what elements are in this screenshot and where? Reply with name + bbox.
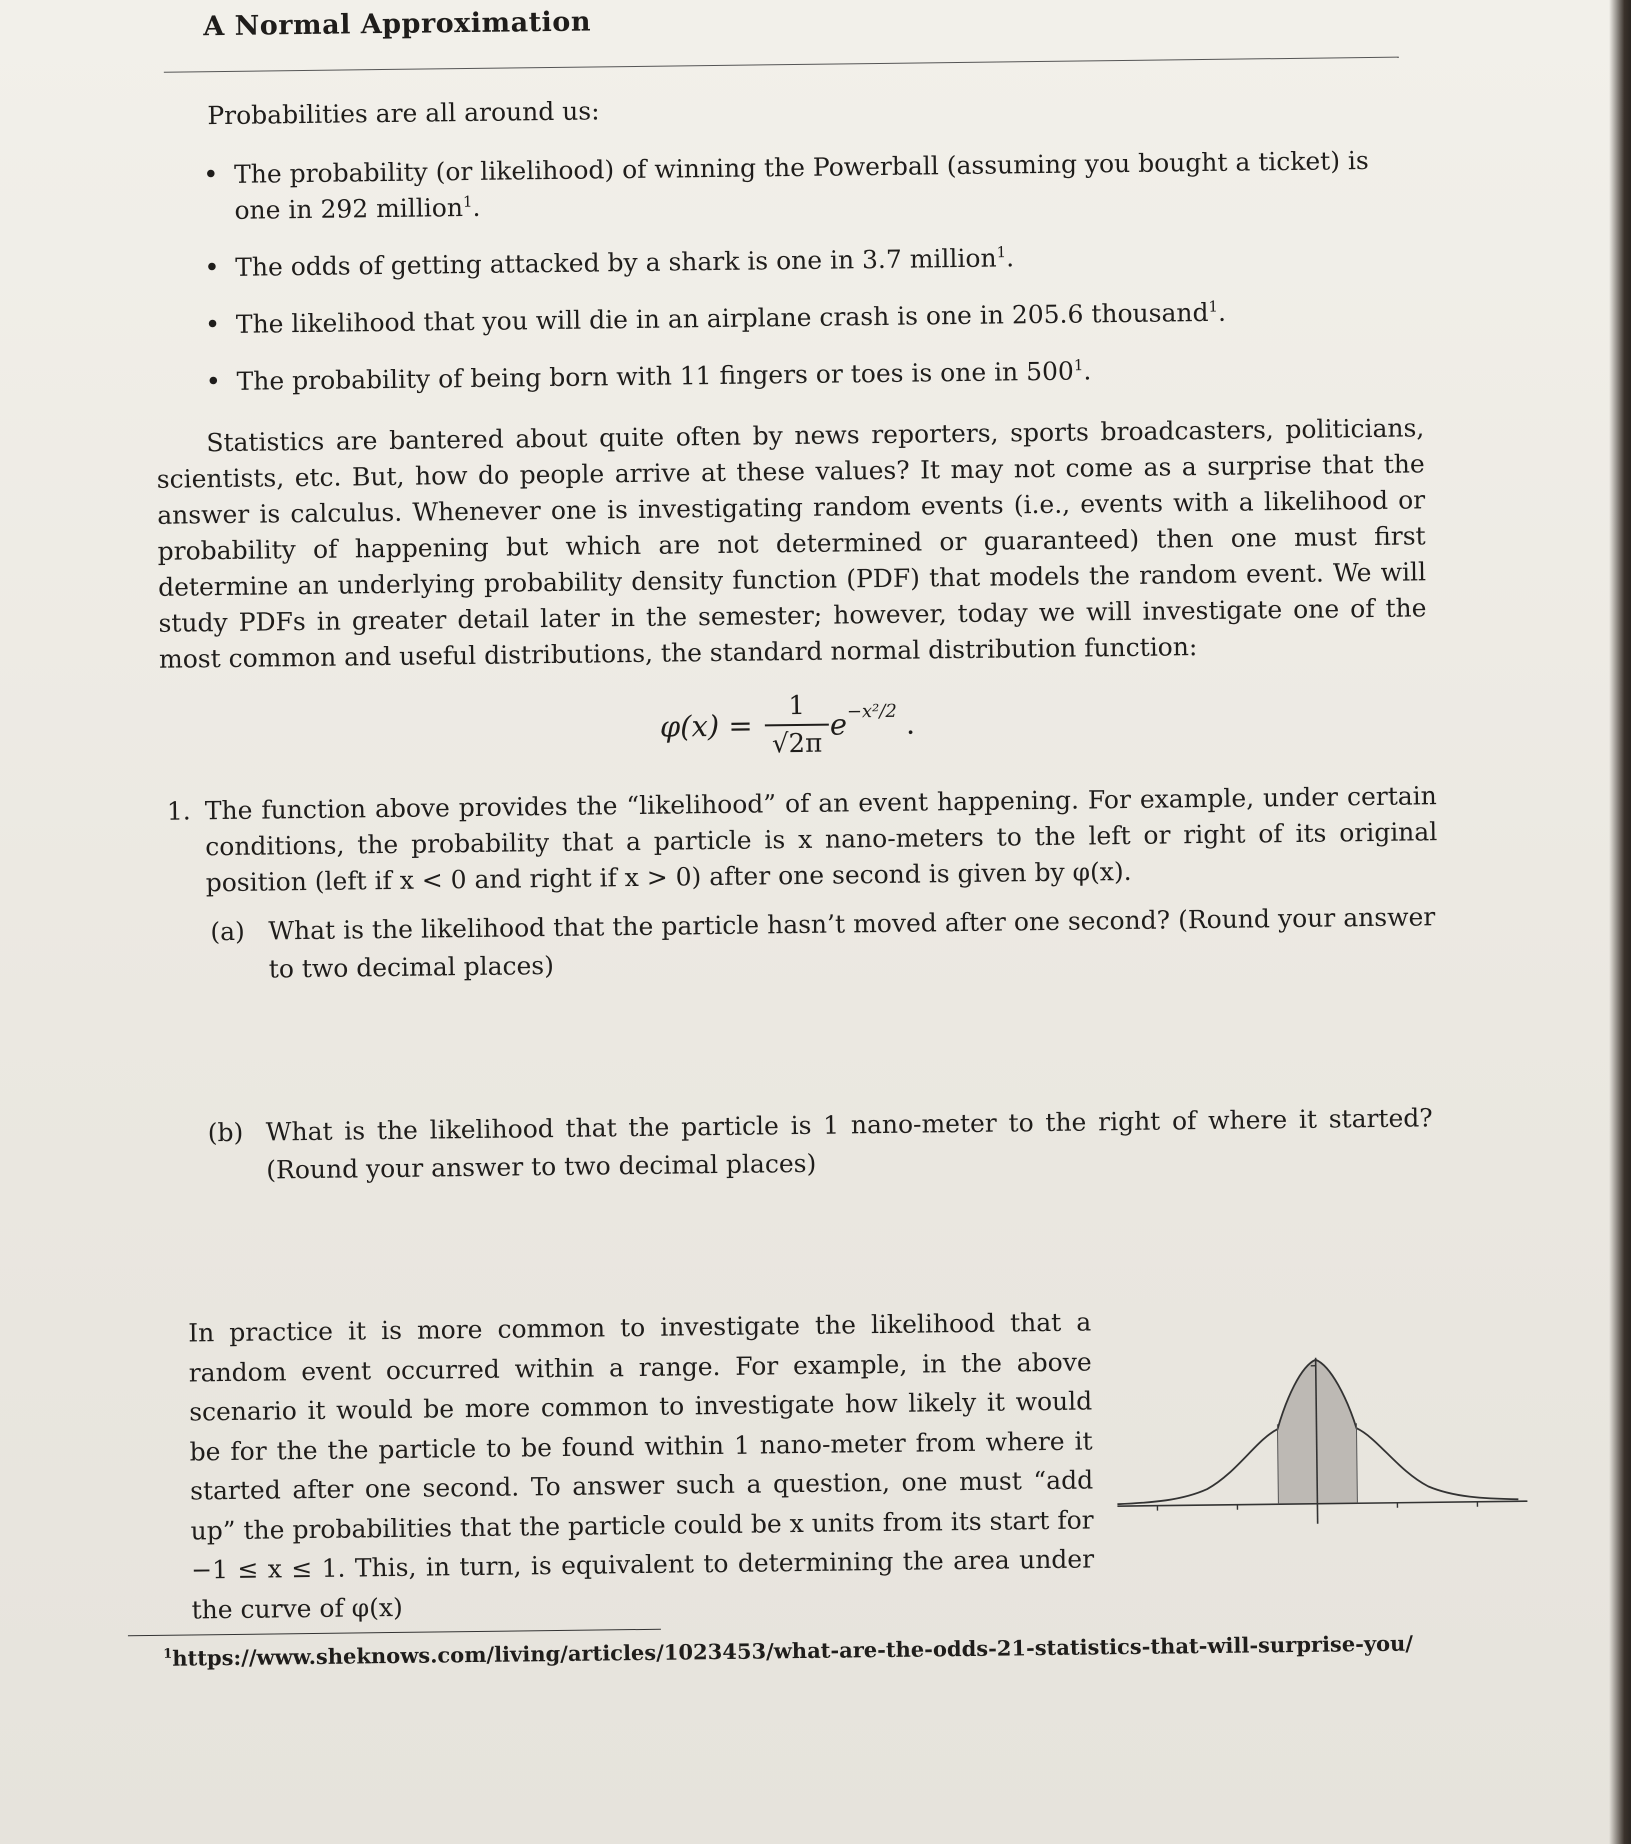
list-item: • The probability (or likelihood) of winning the Powerball (assuming you bought a ticket) is one in 292 million$^1$. <box>201 142 1417 229</box>
formula-numerator: 1 <box>788 690 806 722</box>
normal-pdf-formula <box>659 690 916 772</box>
part-a-label: (a) <box>210 916 245 947</box>
page-edge-shadow <box>1609 0 1631 1844</box>
footnote <box>163 1631 1413 1671</box>
formula-denominator: √2π <box>771 728 823 760</box>
page-title: A Normal Approximation <box>203 6 592 43</box>
part-b-label: (b) <box>207 1117 244 1148</box>
question-part-a <box>210 898 1436 989</box>
statistics-paragraph: Statistics are bantered about quite often by news reporters, sports broadcasters, politicians, scientists, etc. But, how do people arrive at these values? It may not come as a surprise that the answer is calculus. Whenever one is investigating random events (i.e., events with a likelihood or probability of happening but which are not determined or guaranteed) then one must first determine an underlying probability density function (PDF) that models the random event. We will study PDFs in greater detail later in the semester; however, today we will investigate one of the most common and useful distributions, the standard normal distribution function: <box>156 413 1427 674</box>
intro-text: Probabilities are all around us: <box>207 96 600 131</box>
part-a-text: What is the likelihood that the particle hasn’t moved after one second? (Round your answer to two decimal places) <box>268 902 1436 984</box>
formula-fraction <box>764 690 829 761</box>
part-b-text: What is the likelihood that the particle is 1 nano-meter to the right of where it started? (Round your answer to two decimal places) <box>265 1103 1433 1185</box>
question-part-b <box>208 1099 1434 1190</box>
fraction-bar <box>765 724 829 727</box>
question-1 <box>167 778 1438 902</box>
list-item: • The probability of being born with 11 fingers or toes is one in $500^1$. <box>203 349 1418 400</box>
probability-list <box>201 142 1419 421</box>
question-number: 1. <box>166 796 191 826</box>
question-text: The function above provides the “likelihood” of an event happening. For example, under certain conditions, the probability that a particle is x nano-meters to the left or right of its original position (left if x < 0 and right if x > 0) after one second is given by φ(x). <box>204 781 1438 898</box>
formula-lhs: φ(x) = <box>659 708 753 744</box>
normal-curve-graph <box>1110 1341 1532 1546</box>
list-item: • The likelihood that you will die in an airplane crash is one in 205.6 thousand$^1$. <box>203 292 1418 343</box>
title-rule <box>164 57 1399 73</box>
formula-exponential: $e^{-x^2/2}$ <box>829 701 897 742</box>
footnote-url: https://www.sheknows.com/living/articles/1023453/what-are-the-odds-21-statistics-that-will-surprise-you/ <box>172 1630 1414 1671</box>
footnote-mark: 1 <box>163 1646 173 1662</box>
range-paragraph: In practice it is more common to investigate the likelihood that a random event occurred within a range. For example, in the above scenario it would be more common to investigate how likely it would be for the the particle to be found within 1 nano-meter from where it started after one second. To answer such a question, one must “add up” the probabilities that the particle could be x units from its start for −1 ≤ x ≤ 1. This, in turn, is equivalent to determining the area under the curve of φ(x) <box>188 1307 1095 1624</box>
footnote-rule <box>128 1629 661 1637</box>
formula-period: . <box>905 706 916 741</box>
list-item: • The odds of getting attacked by a shark is one in 3.7 million$^1$. <box>202 235 1417 286</box>
